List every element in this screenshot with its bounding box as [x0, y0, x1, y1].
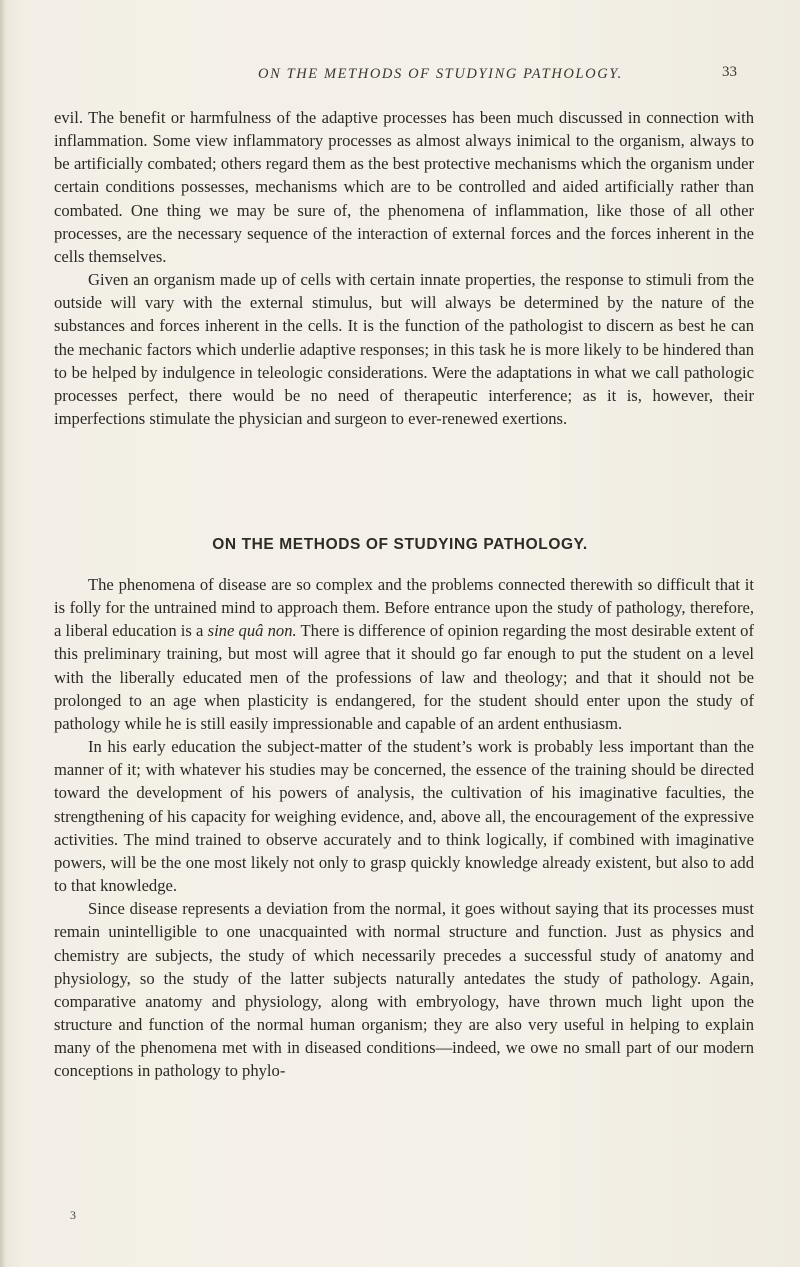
paragraph-text-end: There is difference of opinion regarding the most desirable extent of this preliminary training, but most will agree that it should go far enough to put the student on a level with the liberally educated men of the professions of law and theology; and that it should not be prolonged to an age when plasticity is endangered, for the student should enter upon the study of pathology while he is still easily impressionable and capable of an ardent enthusiasm.	[54, 621, 754, 733]
running-header-title: ON THE METHODS OF STUDYING PATHOLOGY.	[258, 66, 623, 82]
paragraph: Given an organism made up of cells with certain innate properties, the response to stimuli from the outside will vary with the external stimulus, but will always be determined by the nature of the substances and forces inherent in the cells. It is the function of the pathologist to discern as best he can the mechanic factors which underlie adaptive responses; in this task he is more likely to be hindered than to be helped by indulgence in teleologic considerations. Were the adaptations in what we call pathologic processes perfect, there would be no need of therapeutic interference; as it is, however, their imperfections stimulate the physician and surgeon to ever-renewed exertions.	[54, 270, 754, 429]
binding-shadow	[0, 0, 6, 1267]
paragraph	[54, 573, 754, 735]
paragraph: Since disease represents a deviation from the normal, it goes without saying that its processes must remain unintelligible to one unacquainted with normal structure and function. Just as physics and chemistry are subjects, the study of which necessarily precedes a successful study of anatomy and physiology, so the study of the latter subjects naturally antedates the study of pathology. Again, comparative anatomy and physiology, along with embryology, have thrown much light upon the structure and function of the normal human organism; they are also very useful in helping to explain many of the phenomena met with in diseased conditions—indeed, we owe no small part of our modern conceptions in pathology to phylo-	[54, 899, 754, 1081]
paragraph: evil. The benefit or harmfulness of the adaptive processes has been much discussed in connection with inflammation. Some view inflammatory processes as almost always inimical to the organism, always to be artificially combated; others regard them as the best protective mechanisms which the organism under certain conditions possesses, mechanisms which are to be controlled and aided artificially rather than combated. One thing we may be sure of, the phenomena of inflammation, like those of all other processes, are the necessary sequence of the interaction of external forces and the forces inherent in the cells themselves.	[54, 108, 754, 266]
paragraph: In his early education the subject-matter of the student’s work is probably less important than the manner of it; with whatever his studies may be concerned, the essence of the training should be directed toward the development of his powers of analysis, the cultivation of his imaginative faculties, the strengthening of his capacity for weighing evidence, and, above all, the encouragement of the expressive activities. The mind trained to observe accurately and to think logically, if combined with imaginative powers, will be the one most likely not only to grasp quickly knowledge already existent, but also to add to that knowledge.	[54, 737, 754, 896]
continuation-text	[54, 106, 754, 430]
signature-mark: 3	[70, 1208, 76, 1222]
latin-phrase: sine quâ non.	[207, 621, 297, 641]
section-body	[54, 573, 754, 1082]
section-heading: ON THE METHODS OF STUDYING PATHOLOGY.	[212, 536, 588, 553]
paragraph-text-start: The phenomena of disease are so complex and the problems connected therewith so difficult that it is folly for the untrained mind to approach them. Before entrance upon the study of pathology, therefore, a liberal education is a	[54, 575, 754, 641]
page-number: 33	[722, 64, 737, 80]
